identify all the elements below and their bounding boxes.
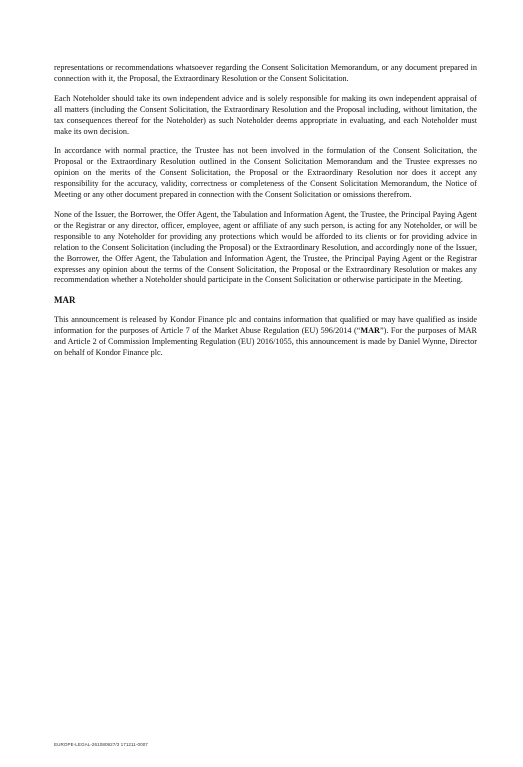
mar-text-after: ”). For the purposes of MAR and Article 2 of Commission Implementing Regulation (EU) 2016/1055, this announcement is made by Daniel Wynne, Director on behalf of Kondor Finance plc. (54, 326, 477, 358)
paragraph-no-responsibility: None of the Issuer, the Borrower, the Offer Agent, the Tabulation and Information Agent, the Trustee, the Principal Paying Agent or the Registrar or any director, officer, employee, agent or affiliate of any such person, is acting for any Noteholder, or will be responsible to any Noteholder for providing any protections which would be afforded to its clients or for providing advice in relation to the Consent Solicitation (including the Proposal) or the Extraordinary Resolution, and accordingly none of the Issuer, the Borrower, the Offer Agent, the Tabulation and Information Agent, the Trustee, the Principal Paying Agent or the Registrar expresses any opinion about the terms of the Consent Solicitation, the Proposal or the Extraordinary Resolution or makes any recommendation whether a Noteholder should participate in the Consent Solicitation or otherwise participate in the Meeting. (54, 209, 477, 285)
paragraph-mar-announcement (54, 315, 477, 359)
paragraph-representations: representations or recommendations whatsoever regarding the Consent Solicitation Memorandum, or any document prepared in connection with it, the Proposal, the Extraordinary Resolution or the Consent Solicitation. (54, 63, 477, 83)
paragraph-trustee-disclaimer: In accordance with normal practice, the Trustee has not been involved in the formulation of the Consent Solicitation, the Proposal or the Extraordinary Resolution outlined in the Consent Solicitation Memorandum and the Trustee expresses no opinion on the merits of the Consent Solicitation, the Proposal or the Extraordinary Resolution nor does it accept any responsibility for the accuracy, validity, correctness or completeness of the Consent Solicitation Memorandum, the Notice of Meeting or any other document prepared in connection with the Consent Solicitation or omissions therefrom. (54, 146, 477, 200)
document-footer-reference: EUROPE-LEGAL-261080927/3 171211-0007 (54, 742, 148, 747)
paragraph-independent-advice: Each Noteholder should take its own independent advice and is solely responsible for making its own independent appraisal of all matters (including the Consent Solicitation, the Extraordinary Resolution and the Proposal including, without limitation, the tax consequences thereof for the Noteholder) as such Noteholder deems appropriate in evaluating, and each Noteholder must make its own decision. (54, 93, 477, 136)
section-heading-mar: MAR (54, 295, 76, 306)
document-body (54, 63, 477, 368)
mar-defined-term: MAR (360, 326, 380, 336)
mar-text-before: This announcement is released by Kondor Finance plc and contains information that qualified or may have qualified as inside information for the purposes of Article 7 of the Market Abuse Regulation (EU) 596/2014 (“ (54, 315, 477, 336)
